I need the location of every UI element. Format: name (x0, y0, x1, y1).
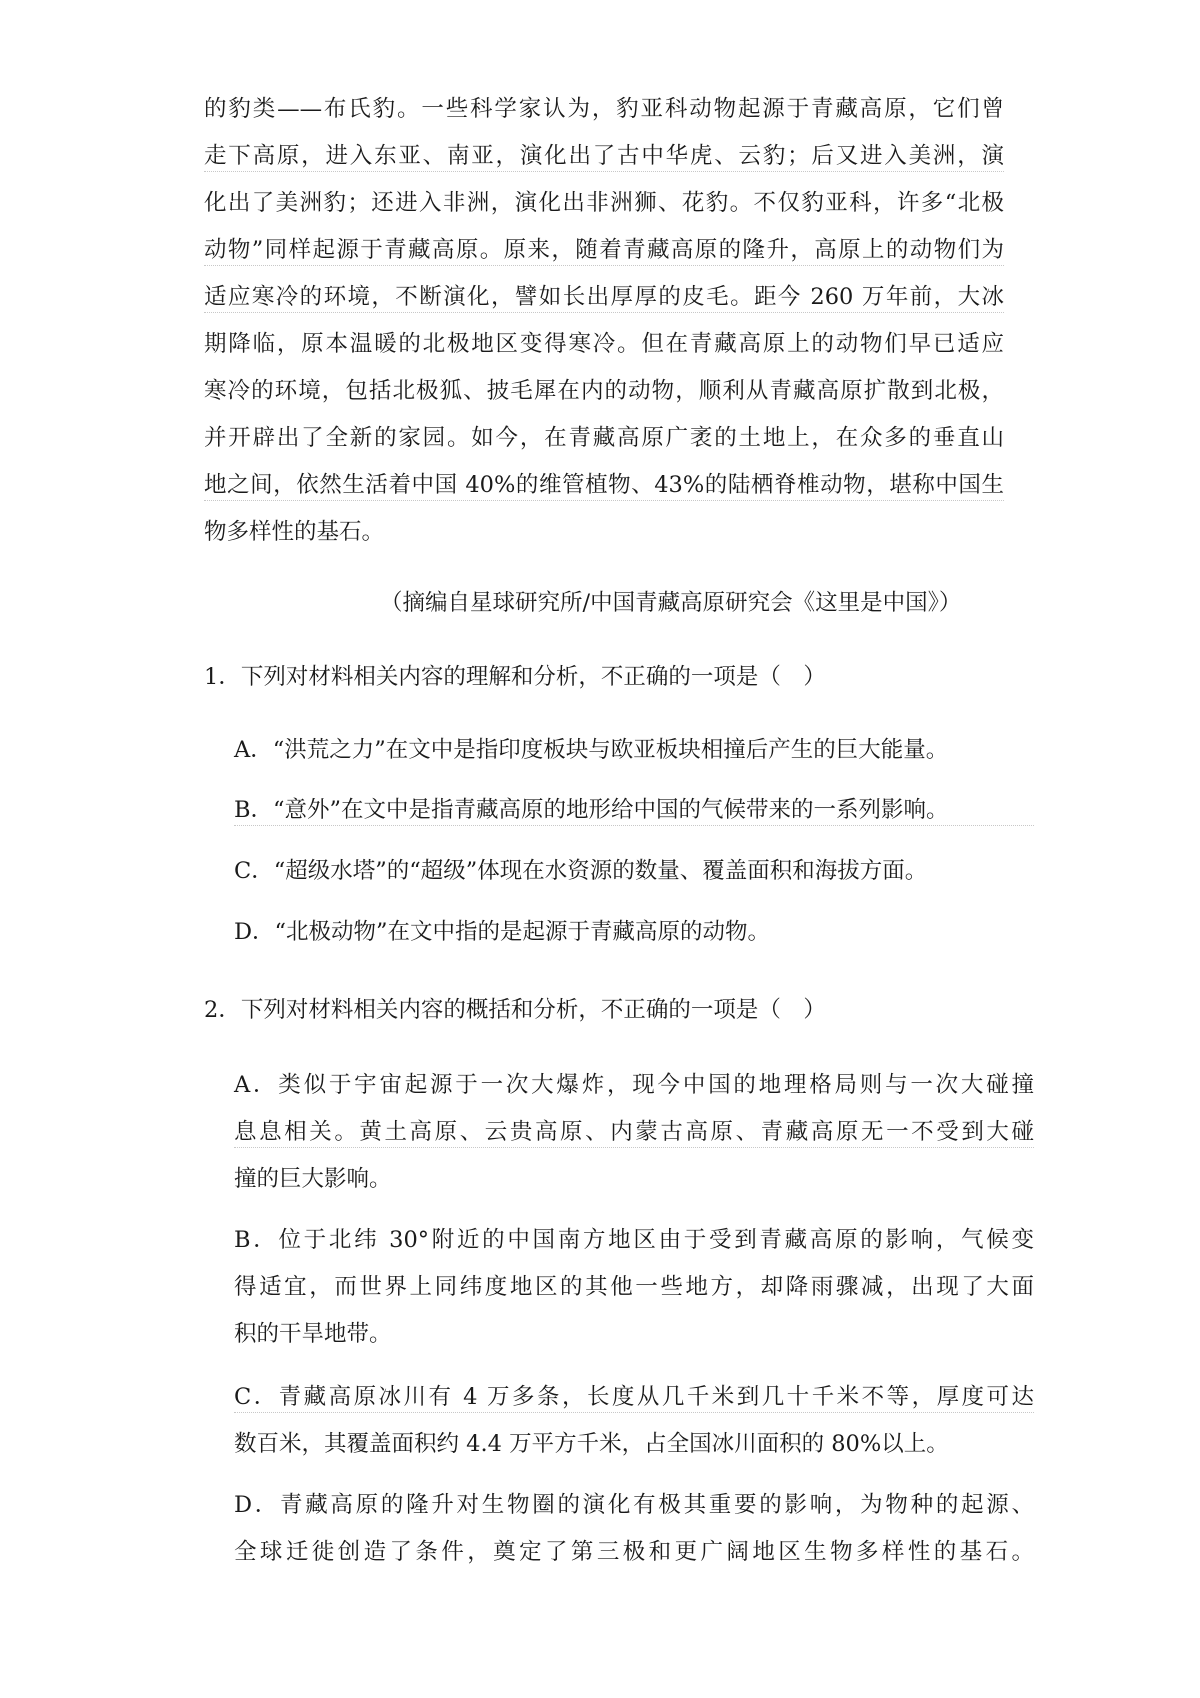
option-line: D．青藏高原的隆升对生物圈的演化有极其重要的影响，为物种的起源、 (234, 1492, 1034, 1518)
passage-line: 适应寒冷的环境，不断演化，譬如长出厚厚的皮毛。距今 260 万年前，大冰 (204, 282, 1004, 313)
option-line: 撞的巨大影响。 (234, 1166, 392, 1192)
passage-line: 的豹类——布氏豹。一些科学家认为，豹亚科动物起源于青藏高原，它们曾 (204, 96, 1004, 122)
option-d: D．“北极动物”在文中指的是起源于青藏高原的动物。 (234, 919, 771, 945)
passage-line: 走下高原，进入东亚、南亚，演化出了古中华虎、云豹；后又进入美洲，演 (204, 141, 1004, 172)
option-line: 得适宜，而世界上同纬度地区的其他一些地方，却降雨骤减，出现了大面 (234, 1274, 1034, 1300)
passage-line: 期降临，原本温暖的北极地区变得寒冷。但在青藏高原上的动物们早已适应 (204, 331, 1004, 357)
option-line: 数百米，其覆盖面积约 4.4 万平方千米，占全国冰川面积的 80%以上。 (234, 1431, 949, 1457)
option-line: 全球迁徙创造了条件，奠定了第三极和更广阔地区生物多样性的基石。 (234, 1539, 1034, 1565)
option-a: A．“洪荒之力”在文中是指印度板块与欧亚板块相撞后产生的巨大能量。 (234, 737, 949, 763)
option-line: 息息相关。黄土高原、云贵高原、内蒙古高原、青藏高原无一不受到大碰 (234, 1117, 1034, 1148)
passage-line: 地之间，依然生活着中国 40%的维管植物、43%的陆栖脊椎动物，堪称中国生 (204, 470, 1004, 501)
question-stem: 1．下列对材料相关内容的理解和分析，不正确的一项是（ ） (204, 664, 826, 690)
option-c: C．“超级水塔”的“超级”体现在水资源的数量、覆盖面积和海拔方面。 (234, 858, 928, 884)
passage-line: 化出了美洲豹；还进入非洲，演化出非洲狮、花豹。不仅豹亚科，许多“北极 (204, 190, 1004, 216)
passage-line: 物多样性的基石。 (204, 519, 385, 545)
passage-line: 寒冷的环境，包括北极狐、披毛犀在内的动物，顺利从青藏高原扩散到北极， (204, 378, 1004, 404)
question-stem: 2．下列对材料相关内容的概括和分析，不正确的一项是（ ） (204, 997, 826, 1023)
passage-source: （摘编自星球研究所/中国青藏高原研究会《这里是中国》） (380, 590, 962, 616)
passage-line: 并开辟出了全新的家园。如今，在青藏高原广袤的土地上，在众多的垂直山 (204, 425, 1004, 451)
passage-line: 动物”同样起源于青藏高原。原来，随着青藏高原的隆升，高原上的动物们为 (204, 235, 1004, 266)
option-line: 积的干旱地带。 (234, 1321, 392, 1347)
option-line: B．位于北纬 30°附近的中国南方地区由于受到青藏高原的影响，气候变 (234, 1227, 1034, 1253)
option-b: B．“意外”在文中是指青藏高原的地形给中国的气候带来的一系列影响。 (234, 795, 1034, 826)
option-line: A．类似于宇宙起源于一次大爆炸，现今中国的地理格局则与一次大碰撞 (234, 1072, 1034, 1098)
option-line: C．青藏高原冰川有 4 万多条，长度从几千米到几十千米不等，厚度可达 (234, 1382, 1034, 1413)
